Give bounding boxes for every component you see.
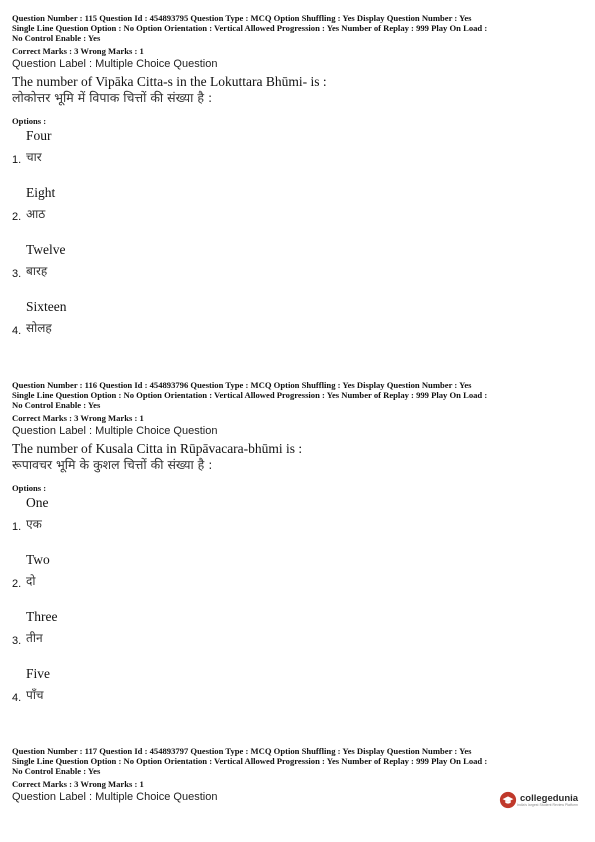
option-english: Two bbox=[26, 552, 50, 567]
option-english: Sixteen bbox=[26, 299, 67, 314]
question-marks: Correct Marks : 3 Wrong Marks : 1 bbox=[12, 779, 144, 789]
option-number: 4. bbox=[12, 325, 22, 337]
logo-tagline: India's largest Student Review Platform bbox=[517, 802, 578, 807]
graduation-cap-icon bbox=[499, 791, 517, 809]
question-text-english: The number of Vipāka Citta-s in the Lokuttara Bhūmi- is : bbox=[12, 74, 327, 89]
question-meta-line1: Question Number : 115 Question Id : 454893795 Question Type : MCQ Option Shuffling : Yes Display Question Number : Yes bbox=[12, 13, 472, 23]
options-title: Options : bbox=[12, 483, 47, 493]
collegedunia-logo bbox=[499, 791, 578, 809]
question-label: Question Label : Multiple Choice Question bbox=[12, 58, 218, 70]
option-number: 1. bbox=[12, 521, 22, 533]
option-3[interactable] bbox=[12, 607, 584, 664]
question-meta-line2: Single Line Question Option : No Option Orientation : Vertical Allowed Progression : Yes Number of Replay : 999 Play On Load : bbox=[12, 23, 488, 33]
option-hindi: बारह bbox=[26, 264, 48, 278]
question-text-hindi: लोकोत्तर भूमि में विपाक चित्तों की संख्या है : bbox=[12, 90, 213, 105]
option-english: One bbox=[26, 495, 49, 510]
question-label: Question Label : Multiple Choice Question bbox=[12, 791, 218, 803]
option-hindi: सोलह bbox=[26, 321, 52, 335]
question-meta-line3: No Control Enable : Yes bbox=[12, 33, 101, 43]
option-hindi: पाँच bbox=[26, 688, 44, 702]
question-meta-line3: No Control Enable : Yes bbox=[12, 400, 101, 410]
question-text-hindi: रूपावचर भूमि के कुशल चित्तों की संख्या है : bbox=[12, 457, 213, 472]
option-2[interactable] bbox=[12, 183, 584, 240]
question-meta-line1: Question Number : 117 Question Id : 454893797 Question Type : MCQ Option Shuffling : Yes Display Question Number : Yes bbox=[12, 746, 472, 756]
option-hindi: तीन bbox=[26, 631, 43, 645]
question-meta-line3: No Control Enable : Yes bbox=[12, 766, 101, 776]
option-4[interactable] bbox=[12, 664, 584, 721]
question-115 bbox=[12, 13, 584, 354]
option-number: 3. bbox=[12, 268, 22, 280]
question-meta-line2: Single Line Question Option : No Option Orientation : Vertical Allowed Progression : Yes Number of Replay : 999 Play On Load : bbox=[12, 390, 488, 400]
question-116 bbox=[12, 380, 584, 721]
question-meta-line1: Question Number : 116 Question Id : 454893796 Question Type : MCQ Option Shuffling : Yes Display Question Number : Yes bbox=[12, 380, 472, 390]
option-english: Four bbox=[26, 128, 52, 143]
option-number: 4. bbox=[12, 692, 22, 704]
question-text-english: The number of Kusala Citta in Rūpāvacara-bhūmi is : bbox=[12, 441, 303, 456]
option-4[interactable] bbox=[12, 297, 584, 354]
question-meta-line2: Single Line Question Option : No Option Orientation : Vertical Allowed Progression : Yes Number of Replay : 999 Play On Load : bbox=[12, 756, 488, 766]
question-marks: Correct Marks : 3 Wrong Marks : 1 bbox=[12, 413, 144, 423]
option-english: Five bbox=[26, 666, 51, 681]
question-marks: Correct Marks : 3 Wrong Marks : 1 bbox=[12, 46, 144, 56]
option-number: 2. bbox=[12, 578, 22, 590]
option-1[interactable] bbox=[12, 126, 584, 183]
option-number: 3. bbox=[12, 635, 22, 647]
logo-name: collegedunia bbox=[520, 792, 579, 804]
option-english: Eight bbox=[26, 185, 56, 200]
question-label: Question Label : Multiple Choice Question bbox=[12, 425, 218, 437]
option-hindi: दो bbox=[26, 574, 36, 588]
options-title: Options : bbox=[12, 116, 47, 126]
option-2[interactable] bbox=[12, 550, 584, 607]
option-hindi: आठ bbox=[26, 207, 46, 221]
option-number: 1. bbox=[12, 154, 22, 166]
option-english: Twelve bbox=[26, 242, 66, 257]
option-english: Three bbox=[26, 609, 58, 624]
option-1[interactable] bbox=[12, 493, 584, 550]
option-hindi: एक bbox=[26, 517, 42, 531]
option-number: 2. bbox=[12, 211, 22, 223]
option-hindi: चार bbox=[26, 150, 42, 164]
option-3[interactable] bbox=[12, 240, 584, 297]
